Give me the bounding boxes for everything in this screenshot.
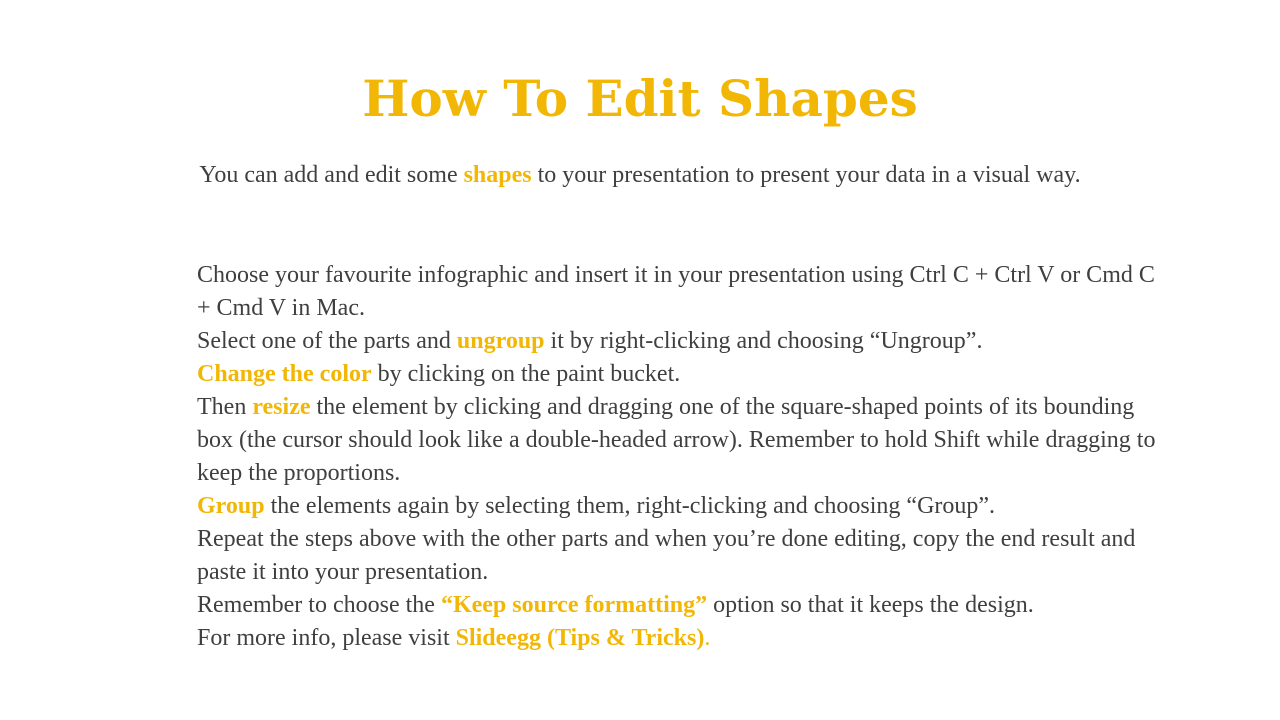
instruction-step-7 — [197, 589, 1157, 622]
step-text-after: . — [704, 625, 711, 651]
instruction-step-1 — [197, 259, 1157, 325]
step-text: For more info, please visit — [197, 625, 456, 651]
subtitle-text-after: to your presentation to present your data in a visual way. — [531, 162, 1081, 188]
slideegg-tips-link[interactable]: Slideegg (Tips & Tricks) — [455, 625, 705, 651]
step-text: Repeat the steps above with the other parts and when you’re done editing, copy the end result and paste it into your presentation. — [197, 526, 1136, 585]
step-text: Then — [197, 394, 253, 420]
instruction-step-2 — [197, 325, 1157, 358]
slide-title: How To Edit Shapes — [362, 69, 918, 128]
subtitle-highlight: shapes — [463, 162, 532, 188]
instruction-step-3 — [197, 358, 1157, 391]
step-text: Choose your favourite infographic and insert it in your presentation using Ctrl C + Ctrl V or Cmd C + Cmd V in Mac. — [197, 262, 1155, 321]
instruction-step-8 — [197, 622, 1157, 655]
step-highlight: ungroup — [456, 328, 545, 354]
step-text-after: the element by clicking and dragging one of the square-shaped points of its bounding box (the cursor should look like a double-headed arrow). Remember to hold Shift while dragging to keep the proportions. — [197, 394, 1156, 486]
subtitle-text-before: You can add and edit some — [199, 162, 464, 188]
slide-subtitle — [0, 159, 1280, 192]
step-text-after: the elements again by selecting them, right-clicking and choosing “Group”. — [264, 493, 996, 519]
step-text-after: option so that it keeps the design. — [707, 592, 1034, 618]
step-text: Remember to choose the — [197, 592, 441, 618]
step-text: Select one of the parts and — [197, 328, 457, 354]
step-text-after: it by right-clicking and choosing “Ungroup”. — [544, 328, 983, 354]
step-highlight: Group — [197, 493, 265, 519]
step-text-after: by clicking on the paint bucket. — [371, 361, 681, 387]
step-highlight: Change the color — [197, 361, 372, 387]
instruction-list — [197, 259, 1157, 655]
step-highlight: resize — [252, 394, 311, 420]
instruction-step-6 — [197, 523, 1157, 589]
instruction-step-5 — [197, 490, 1157, 523]
instruction-step-4 — [197, 391, 1157, 490]
step-highlight: “Keep source formatting” — [440, 592, 708, 618]
